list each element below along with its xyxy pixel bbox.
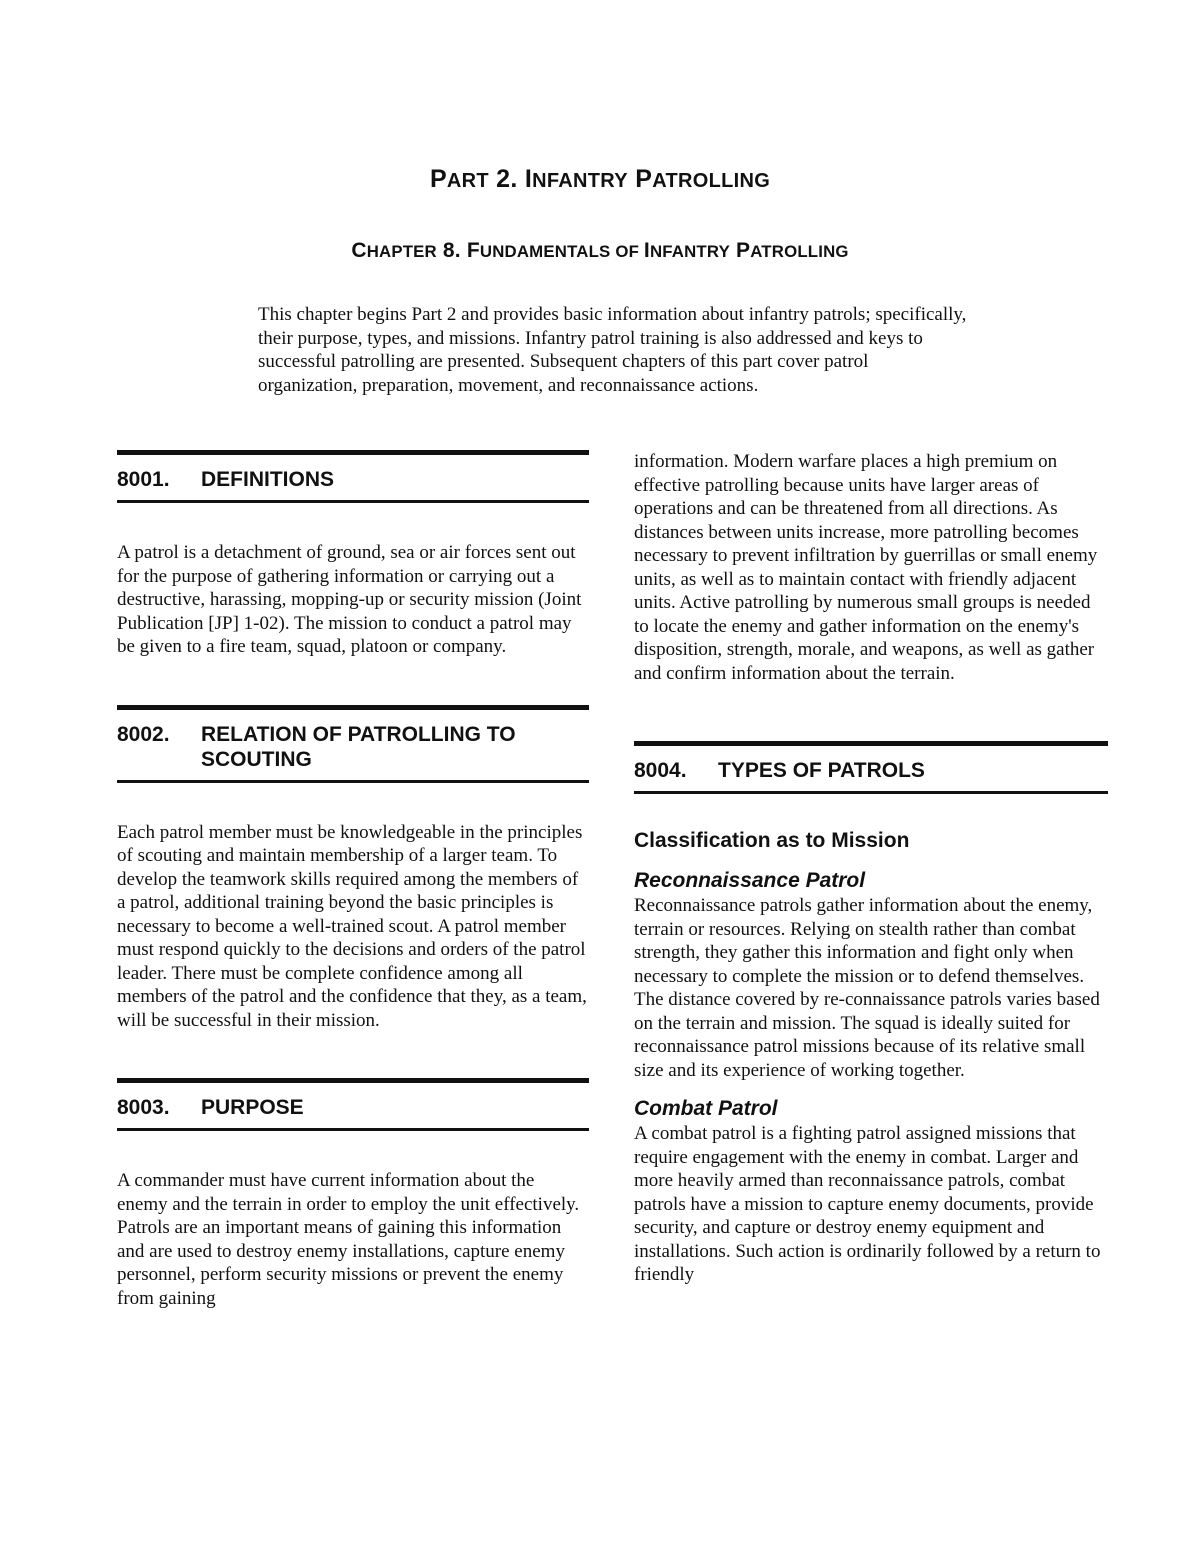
recon-patrol-body: Reconnaissance patrols gather information about the enemy, terrain or resources. Relying on stealth rather than combat strength, they gather this information and fight only when necessary to complete the mission or to defend themselves. The distance covered by re-connaissance patrols varies based on the terrain and mission. The squad is ideally suited for reconnaissance patrol missions because of its relative small size and its experience of working together.	[634, 895, 1100, 1081]
section-title: DEFINITIONS	[201, 468, 335, 491]
right-column	[634, 450, 1108, 1287]
section-heading	[634, 746, 1108, 791]
section-title: TYPES OF PATROLS	[718, 759, 925, 782]
section-rule-bottom	[634, 791, 1108, 794]
section-8002	[117, 705, 589, 1033]
section-8003-continued: information. Modern warfare places a high premium on effective patrolling because units have larger areas of operations and can be threatened from all directions. As distances between units increase, more patrolling becomes necessary to prevent infiltration by guerrillas or small enemy units, as well as to maintain contact with friendly adjacent units. Active patrolling by numerous small groups is needed to locate the enemy and gather information on the enemy's disposition, strength, morale, and weapons, as well as gather and confirm information about the terrain.	[634, 451, 1098, 684]
section-heading	[117, 455, 589, 500]
recon-patrol-heading: Reconnaissance Patrol	[634, 869, 866, 892]
combat-patrol-heading: Combat Patrol	[634, 1097, 778, 1120]
section-rule-bottom	[117, 1128, 589, 1131]
section-body: A commander must have current information about the enemy and the terrain in order to employ the unit effectively. Patrols are an important means of gaining this information and are used to destroy enemy installations, capture enemy personnel, perform security missions or prevent the enemy from gaining	[117, 1170, 580, 1309]
section-body: Each patrol member must be knowledgeable in the principles of scouting and maintain membership of a larger team. To develop the teamwork skills required among the members of a patrol, additional training beyond the basic principles is necessary to become a well-trained scout. A patrol member must respond quickly to the decisions and orders of the patrol leader. There must be complete confidence among all members of the patrol and the confidence that they, as a team, will be successful in their mission.	[117, 821, 587, 1031]
section-heading	[117, 710, 589, 780]
section-rule-bottom	[117, 500, 589, 503]
section-body: A patrol is a detachment of ground, sea or air forces sent out for the purpose of gathering information or carrying out a destructive, harassing, mopping-up or security mission (Joint Publication [JP] 1-02). The mission to conduct a patrol may be given to a fire team, squad, platoon or company.	[117, 542, 582, 657]
section-title: RELATION OF PATROLLING TO SCOUTING	[201, 722, 516, 771]
combat-patrol-body: A combat patrol is a fighting patrol assigned missions that require engagement with the enemy in combat. Larger and more heavily armed than reconnaissance patrols, combat patrols have a mission to capture enemy documents, provide security, and capture or destroy enemy equipment and installations. Such action is ordinarily followed by a return to friendly	[634, 1123, 1101, 1285]
section-title: PURPOSE	[201, 1096, 304, 1119]
subsection-heading: Classification as to Mission	[634, 829, 910, 852]
chapter-intro: This chapter begins Part 2 and provides basic information about infantry patrols; specifically, their purpose, types, and missions. Infantry patrol training is also addressed and keys to successful patrolling are presented. Subsequent chapters of this part cover patrol organization, preparation, movement, and reconnaissance actions.	[258, 304, 967, 396]
section-heading	[117, 1083, 589, 1128]
section-8004	[634, 741, 1108, 1287]
chapter-title: CHAPTER 8. FUNDAMENTALS OF INFANTRY PATROLLING	[351, 239, 849, 263]
part-title: PART 2. INFANTRY PATROLLING	[429, 164, 771, 193]
section-number: 8004.	[634, 759, 687, 782]
section-number: 8003.	[117, 1096, 170, 1119]
section-number: 8001.	[117, 468, 170, 491]
section-number: 8002.	[117, 722, 170, 746]
section-8003	[117, 1078, 589, 1310]
section-8001	[117, 450, 589, 659]
section-rule-bottom	[117, 780, 589, 783]
left-column	[117, 450, 589, 1310]
